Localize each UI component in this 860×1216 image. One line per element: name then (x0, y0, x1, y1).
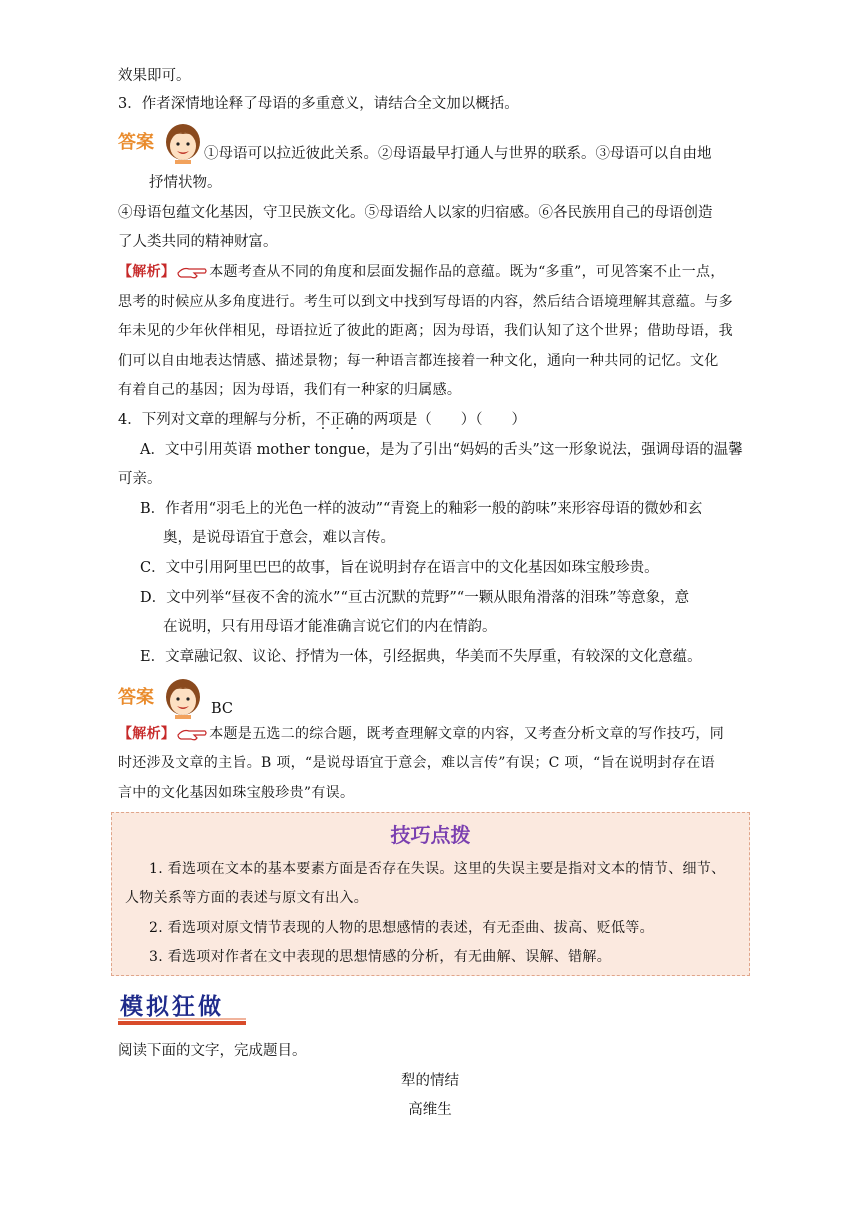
text-line: 效果即可。 (118, 68, 191, 84)
tip-2: 2. 看选项对原文情节表现的人物的思想感情的表述，有无歪曲、拔高、贬低等。 (149, 920, 654, 936)
option-a-line-2: 可亲。 (118, 471, 162, 487)
pointing-hand-icon (177, 726, 207, 742)
tip-3: 3. 看选项对作者在文中表现的思想情感的分析，有无曲解、误解、错解。 (149, 949, 612, 965)
tip-1-line-2: 人物关系等方面的表述与原文有出入。 (125, 890, 369, 906)
girl-face-icon (163, 677, 203, 719)
question-4: 4．下列对文章的理解与分析，不正确的两项是（ ）（ ） (118, 412, 526, 428)
option-c: C．文中引用阿里巴巴的故事，旨在说明封存在语言中的文化基因如珠宝般珍贵。 (140, 560, 659, 576)
article-author: 高维生 (408, 1102, 452, 1118)
analysis-label: 【解析】 (118, 264, 176, 280)
option-a-line-1: A．文中引用英语 mother tongue，是为了引出“妈妈的舌头”这一形象说法，强调母语的温馨 (140, 442, 743, 458)
option-e: E．文章融记叙、议论、抒情为一体，引经据典，华美而不失厚重，有较深的文化意蕴。 (140, 649, 702, 665)
article-title: 犁的情结 (401, 1073, 459, 1089)
analysis-4-line-2: 时还涉及文章的主旨。B 项，“是说母语宜于意会，难以言传”有误；C 项，“旨在说明封存在语 (118, 755, 715, 771)
question-3: 3．作者深情地诠释了母语的多重意义，请结合全文加以概括。 (118, 96, 519, 112)
option-d-line-2: 在说明，只有用母语才能准确言说它们的内在情韵。 (163, 619, 497, 635)
analysis-3-line-5: 有着自己的基因；因为母语，我们有一种家的归属感。 (118, 382, 462, 398)
answer-3-line-4: 了人类共同的精神财富。 (118, 234, 278, 250)
answer-4: BC (211, 701, 234, 717)
girl-face-icon (163, 122, 203, 164)
tips-title: 技巧点拨 (390, 823, 471, 847)
pointing-hand-icon (177, 264, 207, 280)
answer-3-line-1: ①母语可以拉近彼此关系。②母语最早打通人与世界的联系。③母语可以自由地 (204, 146, 712, 162)
answer-label: 答案 (118, 132, 154, 153)
reading-instruction: 阅读下面的文字，完成题目。 (118, 1043, 307, 1059)
option-b-line-1: B．作者用“羽毛上的光色一样的波动”“青瓷上的釉彩一般的韵味”来形容母语的微妙和玄 (140, 501, 703, 517)
option-d-line-1: D．文中列举“昼夜不舍的流水”“亘古沉默的荒野”“一颗从眼角滑落的泪珠”等意象，意 (140, 590, 690, 606)
analysis-4-line-1: 【解析】 本题是五选二的综合题，既考查理解文章的内容，又考查分析文章的写作技巧，同 (118, 726, 725, 742)
answer-label: 答案 (118, 687, 154, 708)
tips-box (111, 812, 750, 976)
analysis-3-line-4: 们可以自由地表达情感、描述景物；每一种语言都连接着一种文化，通向一种共同的记忆。文化 (118, 353, 719, 369)
answer-3-line-3: ④母语包蕴文化基因，守卫民族文化。⑤母语给人以家的归宿感。⑥各民族用自己的母语创造 (118, 205, 713, 221)
tip-1-line-1: 1. 看选项在文本的基本要素方面是否存在失误。这里的失误主要是指对文本的情节、细节、 (149, 861, 726, 877)
option-b-line-2: 奥，是说母语宜于意会，难以言传。 (163, 530, 395, 546)
analysis-label: 【解析】 (118, 726, 176, 742)
answer-3-line-2: 抒情状物。 (149, 175, 222, 191)
analysis-4-line-3: 言中的文化基因如珠宝般珍贵”有误。 (118, 785, 355, 801)
banner-text: 模拟狂做 (120, 993, 224, 1020)
analysis-3-line-2: 思考的时候应从多角度进行。考生可以到文中找到写母语的内容，然后结合语境理解其意蕴。与多 (118, 294, 733, 310)
analysis-3-line-3: 年未见的少年伙伴相见，母语拉近了彼此的距离；因为母语，我们认知了这个世界；借助母语，我 (118, 323, 733, 339)
analysis-3-line-1: 【解析】 本题考查从不同的角度和层面发掘作品的意蕴。既为“多重”，可见答案不止一点， (118, 264, 725, 280)
practice-banner (116, 988, 248, 1028)
